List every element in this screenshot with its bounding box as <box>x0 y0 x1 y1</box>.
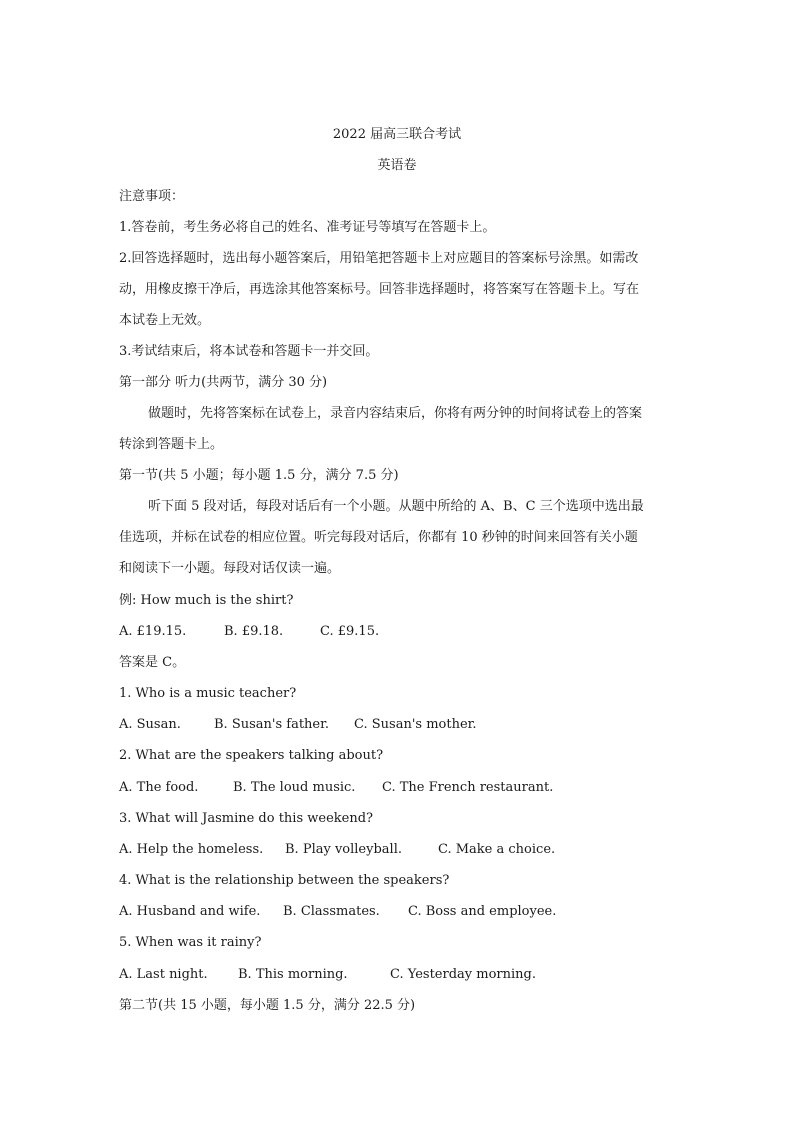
q4-option-b: B. Classmates. <box>283 904 380 919</box>
question-5: 5. When was it rainy? <box>119 935 262 950</box>
example-answer: 答案是 C。 <box>119 655 186 670</box>
section1-instruction: 佳选项，并标在试卷的相应位置。听完每段对话后，你都有 10 秒钟的时间来回答有关小题 <box>119 530 638 545</box>
q5-option-b: B. This morning. <box>238 967 348 982</box>
q2-option-c: C. The French restaurant. <box>382 780 554 795</box>
q1-option-a: A. Susan. <box>119 717 181 732</box>
q1-option-b: B. Susan's father. <box>214 717 330 732</box>
example-question: 例: How much is the shirt? <box>119 593 294 608</box>
q2-option-b: B. The loud music. <box>233 780 356 795</box>
q5-option-c: C. Yesterday morning. <box>390 967 536 982</box>
section1-instruction: 和阅读下一小题。每段对话仅读一遍。 <box>119 561 341 576</box>
section1-heading: 第一节(共 5 小题；每小题 1.5 分，满分 7.5 分) <box>119 468 399 483</box>
notes-heading: 注意事项： <box>119 189 185 204</box>
example-option-b: B. £9.18. <box>224 624 284 639</box>
note-item: 3.考试结束后，将本试卷和答题卡一并交回。 <box>119 344 379 359</box>
section2-heading: 第二节(共 15 小题，每小题 1.5 分，满分 22.5 分) <box>119 998 416 1013</box>
example-option-a: A. £19.15. <box>119 624 187 639</box>
exam-subtitle: 英语卷 <box>377 158 417 173</box>
note-item: 1.答卷前，考生务必将自己的姓名、准考证号等填写在答题卡上。 <box>119 220 496 235</box>
q4-option-a: A. Husband and wife. <box>119 904 261 919</box>
question-1: 1. Who is a music teacher? <box>119 686 297 701</box>
q4-option-c: C. Boss and employee. <box>408 904 557 919</box>
q1-option-c: C. Susan's mother. <box>354 717 477 732</box>
part1-heading: 第一部分 听力(共两节，满分 30 分) <box>119 375 328 390</box>
q5-option-a: A. Last night. <box>119 967 208 982</box>
example-option-c: C. £9.15. <box>320 624 380 639</box>
q3-option-a: A. Help the homeless. <box>119 842 264 857</box>
note-item: 2.回答选择题时，选出每小题答案后，用铅笔把答题卡上对应题目的答案标号涂黑。如需改 <box>119 251 639 266</box>
note-item: 动，用橡皮擦干净后，再选涂其他答案标号。回答非选择题时，将答案写在答题卡上。写在 <box>119 282 640 297</box>
part1-instruction: 做题时，先将答案标在试卷上，录音内容结束后，你将有两分钟的时间将试卷上的答案 <box>148 406 643 421</box>
part1-instruction: 转涂到答题卡上。 <box>119 437 224 452</box>
exam-title: 2022 届高三联合考试 <box>332 127 462 142</box>
question-2: 2. What are the speakers talking about? <box>119 748 384 763</box>
q3-option-c: C. Make a choice. <box>438 842 556 857</box>
question-4: 4. What is the relationship between the speakers? <box>119 873 450 888</box>
section1-instruction: 听下面 5 段对话，每段对话后有一个小题。从题中所给的 A、B、C 三个选项中选出最 <box>148 499 644 514</box>
q3-option-b: B. Play volleyball. <box>285 842 402 857</box>
q2-option-a: A. The food. <box>119 780 199 795</box>
note-item: 本试卷上无效。 <box>119 313 211 328</box>
question-3: 3. What will Jasmine do this weekend? <box>119 811 374 826</box>
